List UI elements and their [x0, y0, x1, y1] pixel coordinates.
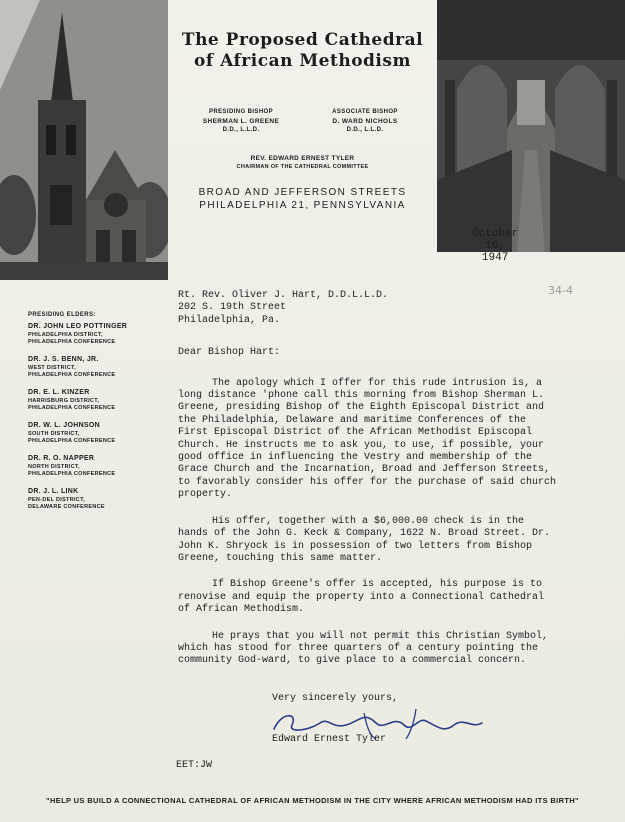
typist-initials: EET:JW [176, 760, 213, 771]
church-exterior-illustration [0, 0, 168, 280]
sidebar-heading: PRESIDING ELDERS: [28, 312, 96, 318]
elder-entry [28, 355, 168, 379]
presiding-bishop-degrees: D.D., L.L.D. [222, 127, 260, 133]
letter-body [178, 290, 558, 668]
recipient-line-3: Philadelphia, Pa. [178, 314, 281, 326]
elder-district: PHILADELPHIA DISTRICT, [28, 332, 103, 338]
chairman-name: REV. EDWARD ERNEST TYLER [250, 155, 355, 162]
presiding-bishop-name: SHERMAN L. GREENE [202, 118, 280, 125]
elder-district: HARRISBURG DISTRICT, [28, 398, 100, 404]
elder-conference: PHILADELPHIA CONFERENCE [28, 339, 116, 345]
presiding-bishop [186, 108, 296, 135]
presiding-bishop-role: PRESIDING BISHOP [208, 109, 274, 115]
address-line-2: PHILADELPHIA 21, PENNSYLVANIA [199, 200, 406, 211]
letter-date: October 16, 1947 [472, 228, 519, 264]
associate-bishop [310, 108, 420, 135]
elder-entry [28, 322, 168, 346]
address-line-1: BROAD AND JEFFERSON STREETS [198, 187, 407, 198]
elder-conference: PHILADELPHIA CONFERENCE [28, 438, 116, 444]
letterhead-address [170, 186, 435, 212]
elder-district: SOUTH DISTRICT, [28, 431, 80, 437]
elder-district: PEN-DEL DISTRICT, [28, 497, 85, 503]
elder-conference: DELAWARE CONFERENCE [28, 504, 105, 510]
cathedral-interior-illustration [437, 0, 625, 252]
elder-name: DR. E. L. KINZER [28, 389, 90, 396]
elder-entry [28, 421, 168, 445]
title-line-1: The Proposed Cathedral [181, 30, 424, 50]
elder-name: DR. W. L. JOHNSON [28, 422, 100, 429]
recipient-line-1: Rt. Rev. Oliver J. Hart, D.D.L.L.D. [178, 290, 389, 301]
chairman-title: CHAIRMAN OF THE CATHEDRAL COMMITTEE [236, 164, 369, 170]
body-paragraph: The apology which I offer for this rude intrusion is, a long distance 'phone call this morning from Bishop Sherman L. Greene, presiding Bishop of the Eighth Episcopal District and the Philadelphia, Delaware and maritime Conferences of the First Episcopal District of the African Methodist Episcopal Church. He instructs me to ask you, to use, if possible, your good office in influencing the Vestry and membership of the Grace Church and the Incarnation, Broad and Jefferson Streets, to favorably consider his offer for the purchase of said church property. [178, 377, 557, 501]
letterhead [170, 0, 519, 264]
elder-conference: PHILADELPHIA CONFERENCE [28, 405, 116, 411]
presiding-elders-sidebar [28, 312, 168, 520]
elder-entry [28, 487, 168, 511]
church-exterior-photo [0, 0, 168, 280]
body-paragraph: If Bishop Greene's offer is accepted, his purpose is to renovise and equip the property into a Connectional Cathedral of African Methodism. [178, 579, 545, 616]
cathedral-interior-photo [437, 0, 625, 252]
elder-conference: PHILADELPHIA CONFERENCE [28, 372, 116, 378]
elder-conference: PHILADELPHIA CONFERENCE [28, 471, 116, 477]
chairman-block [170, 154, 435, 172]
associate-bishop-role: ASSOCIATE BISHOP [332, 109, 398, 115]
elder-district: WEST DISTRICT, [28, 365, 76, 371]
cathedral-title [170, 30, 435, 72]
elder-name: DR. J. S. BENN, JR. [28, 356, 99, 363]
recipient-line-2: 202 S. 19th Street [178, 302, 287, 314]
pencil-note: 34-4 [548, 284, 573, 297]
elder-name: DR. JOHN LEO POTTINGER [28, 323, 128, 330]
body-paragraph: He prays that you will not permit this Christian Symbol, which has stood for three quarters of a century pointing the community God-ward, to give place to a commercial concern. [178, 630, 549, 667]
footer-motto: "HELP US BUILD A CONNECTIONAL CATHEDRAL OF AFRICAN METHODISM IN THE CITY WHERE AFRICAN METHODISM HAD ITS BIRTH" [46, 796, 579, 805]
salutation: Dear Bishop Hart: [178, 347, 281, 359]
signer-name: Edward Ernest Tyler [272, 734, 387, 745]
elder-district: NORTH DISTRICT, [28, 464, 80, 470]
closing: Very sincerely yours, [272, 693, 399, 704]
associate-bishop-name: D. WARD NICHOLS [332, 118, 398, 125]
elder-name: DR. R. O. NAPPER [28, 455, 95, 462]
title-line-2: of African Methodism [194, 51, 411, 71]
elder-entry [28, 388, 168, 412]
associate-bishop-degrees: D.D., L.L.D. [346, 127, 384, 133]
body-paragraph: His offer, together with a $6,000.00 check is in the hands of the John G. Keck & Company, 1622 N. Broad Street. Dr. John K. Shryock is in possession of two letters from Bishop Greene, touching this same matter. [178, 515, 551, 564]
elder-entry [28, 454, 168, 478]
elder-name: DR. J. L. LINK [28, 488, 79, 495]
